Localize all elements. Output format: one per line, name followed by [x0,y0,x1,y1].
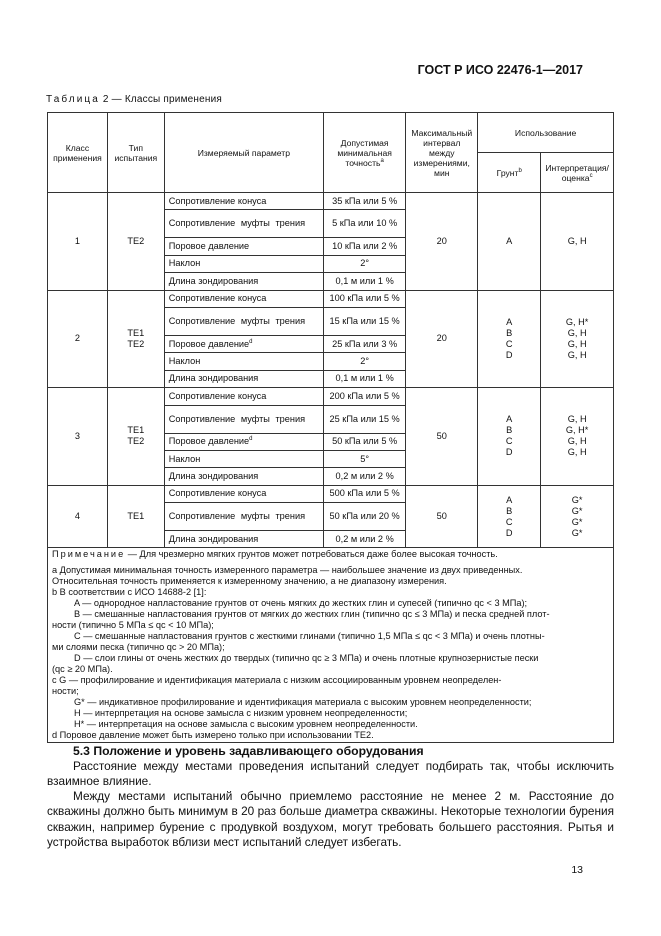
soil-cell: A B C D [478,388,541,486]
footnote-d-mark: d [249,338,253,345]
table-row [48,388,614,405]
param-cell [164,405,323,433]
param-text: Сопротивление конуса [168,488,267,499]
param-text: Поровое давление [168,338,250,349]
accuracy-cell: 0,1 м или 1 % [323,273,405,290]
param-cell [164,210,323,238]
param-text: Поровое давление [168,241,250,252]
param-cell [164,468,323,485]
param-text: Длина зондирования [168,275,259,286]
footnote-line: (qc ≥ 20 МПа). [52,663,113,674]
footnote-line: H* — интерпретация на основе замысла с высоким уровнем неопределенности. [74,719,418,730]
accuracy-cell: 50 кПа или 20 % [323,503,405,531]
type-cell: TE1 [107,485,164,548]
class-cell: 3 [48,388,108,486]
section-paragraph-2: Между местами испытаний обычно приемлемо расстояние не менее 2 м. Расстояние до скважины должно быть минимум в 20 раз больше диаметра скважины. Некоторые технологии бурения скважин, например бурение с продувкой воздухом, могут требовать большего расстояния. Рытья и устройства выработок вблизи мест испытаний следует избегать. [47,789,614,849]
table-caption-label: Таблица [46,94,100,105]
param-text: Сопротивление муфты трения [168,511,306,522]
table-row [48,193,614,210]
param-text: Наклон [168,356,201,367]
footnote-line: B — смешанные напластования грунтов от мягких до жестких глин (типично qc ≤ 3 МПа) и песка средней плот- [74,608,550,619]
note-label: Примечание [52,549,126,560]
param-cell [164,290,323,307]
param-cell [164,273,323,290]
param-text: Сопротивление муфты трения [168,315,306,326]
interp-cell: G, H [541,193,614,291]
param-cell [164,503,323,531]
accuracy-cell: 5° [323,450,405,467]
footnotes [52,565,609,742]
param-text: Сопротивление муфты трения [168,413,306,424]
footnote-a-mark: a [380,157,384,164]
document-header: ГОСТ Р ИСО 22476-1—2017 [417,63,583,77]
param-cell [164,388,323,405]
param-text: Длина зондирования [168,470,259,481]
type-cell: TE2 [107,193,164,291]
class-cell: 4 [48,485,108,548]
page-number: 13 [571,864,583,876]
accuracy-cell: 0,2 м или 2 % [323,531,405,548]
param-text: Наклон [168,453,201,464]
col-interp-text: Интерпретация/ оценка [545,162,609,183]
param-text: Сопротивление конуса [168,390,267,401]
param-text: Поровое давление [168,436,250,447]
accuracy-cell: 2° [323,255,405,272]
footnote-line: ности (типично 5 МПа ≤ qc < 10 МПа); [52,619,214,630]
interval-cell: 50 [406,388,478,486]
footnote-line: d Поровое давление может быть измерено только при использовании TE2. [52,730,374,741]
soil-cell: A B C D [478,290,541,388]
accuracy-cell: 0,2 м или 2 % [323,468,405,485]
param-cell [164,193,323,210]
footnote-line: Относительная точность применяется к измеренному значению, а не диапазону измерения. [52,575,447,586]
footnote-line: a Допустимая минимальная точность измеренного параметра — наибольшее значение из двух приведенных. [52,564,523,575]
param-text: Сопротивление конуса [168,195,267,206]
col-interp [541,153,614,193]
param-cell [164,433,323,450]
accuracy-cell: 50 кПа или 5 % [323,433,405,450]
col-accuracy-text: Допустимая минимальная точность [337,137,392,168]
param-cell [164,485,323,502]
footnote-line: ми слоями песка (типично qc > 20 МПа); [52,641,225,652]
accuracy-cell: 500 кПа или 5 % [323,485,405,502]
soil-cell: A B C D [478,485,541,548]
footnote-line: D — слои глины от очень жестких до твердых (типично qc ≥ 3 МПа) и очень плотные крупнозернистые пески [74,652,539,663]
param-text: Длина зондирования [168,373,259,384]
param-text: Сопротивление конуса [168,293,267,304]
footnote-d-mark: d [249,436,253,443]
section-paragraph-1: Расстояние между местами проведения испытаний следует подбирать так, чтобы исключить взаимное влияние. [47,759,614,789]
footnote-line: C — смешанные напластования грунтов с жесткими глинами (типично 1,5 МПа ≤ qc < 3 МПа) и очень плотны- [74,630,545,641]
footnote-line: c G — профилирование и идентификация материала с низким ассоциированным уровнем неопределен- [52,674,502,685]
section-title: 5.3 Положение и уровень задавливающего оборудования [73,744,424,758]
classes-table [47,112,614,743]
col-soil-text: Грунт [496,167,519,178]
type-cell: TE1 TE2 [107,290,164,388]
table-row [48,290,614,307]
footnote-line: H — интерпретация на основе замысла с низким уровнем неопределенности; [74,708,408,719]
interval-cell: 20 [406,193,478,291]
param-cell [164,335,323,352]
param-cell [164,255,323,272]
soil-cell: A [478,193,541,291]
table-caption-text: 2 — Классы применения [99,94,223,105]
class-cell: 2 [48,290,108,388]
note-text: — Для чрезмерно мягких грунтов может потребоваться даже более высокая точность. [125,549,498,560]
param-cell [164,450,323,467]
param-text: Наклон [168,258,201,269]
interval-cell: 50 [406,485,478,548]
accuracy-cell: 0,1 м или 1 % [323,370,405,387]
param-cell [164,238,323,255]
accuracy-cell: 25 кПа или 3 % [323,335,405,352]
accuracy-cell: 25 кПа или 15 % [323,405,405,433]
param-text: Сопротивление муфты трения [168,218,306,229]
accuracy-cell: 5 кПа или 10 % [323,210,405,238]
col-soil [478,153,541,193]
interp-cell: G, H G, H* G, H G, H [541,388,614,486]
table-row [48,485,614,502]
footnote-line: b В соответствии с ИСО 14688-2 [1]: [52,586,207,597]
table-caption [46,94,222,105]
accuracy-cell: 100 кПа или 5 % [323,290,405,307]
col-param: Измеряемый параметр [164,113,323,193]
param-text: Длина зондирования [168,533,259,544]
param-cell [164,353,323,370]
param-cell [164,531,323,548]
col-accuracy [323,113,405,193]
param-cell [164,307,323,335]
table-note [52,549,609,560]
footnote-line: ности; [52,686,79,697]
col-usage: Использование [478,113,614,153]
accuracy-cell: 200 кПа или 5 % [323,388,405,405]
accuracy-cell: 2° [323,353,405,370]
accuracy-cell: 15 кПа или 15 % [323,307,405,335]
footnote-line: A — однородное напластование грунтов от очень мягких до жестких глин и супесей (типично qc < 3 МПа); [74,597,528,608]
table-notes [48,548,614,743]
class-cell: 1 [48,193,108,291]
col-class: Класс применения [48,113,108,193]
footnote-c-mark: c [589,172,593,179]
interp-cell: G, H* G, H G, H G, H [541,290,614,388]
col-interval: Максимальный интервал между измерениями, мин [406,113,478,193]
footnote-line: G* — индикативное профилирование и идентификация материала с высоким уровнем неопределенности; [74,697,532,708]
footnote-b-mark: b [518,167,522,174]
accuracy-cell: 10 кПа или 2 % [323,238,405,255]
accuracy-cell: 35 кПа или 5 % [323,193,405,210]
param-cell [164,370,323,387]
interval-cell: 20 [406,290,478,388]
type-cell: TE1 TE2 [107,388,164,486]
interp-cell: G* G* G* G* [541,485,614,548]
table-body [48,193,614,548]
col-type: Тип испытания [107,113,164,193]
